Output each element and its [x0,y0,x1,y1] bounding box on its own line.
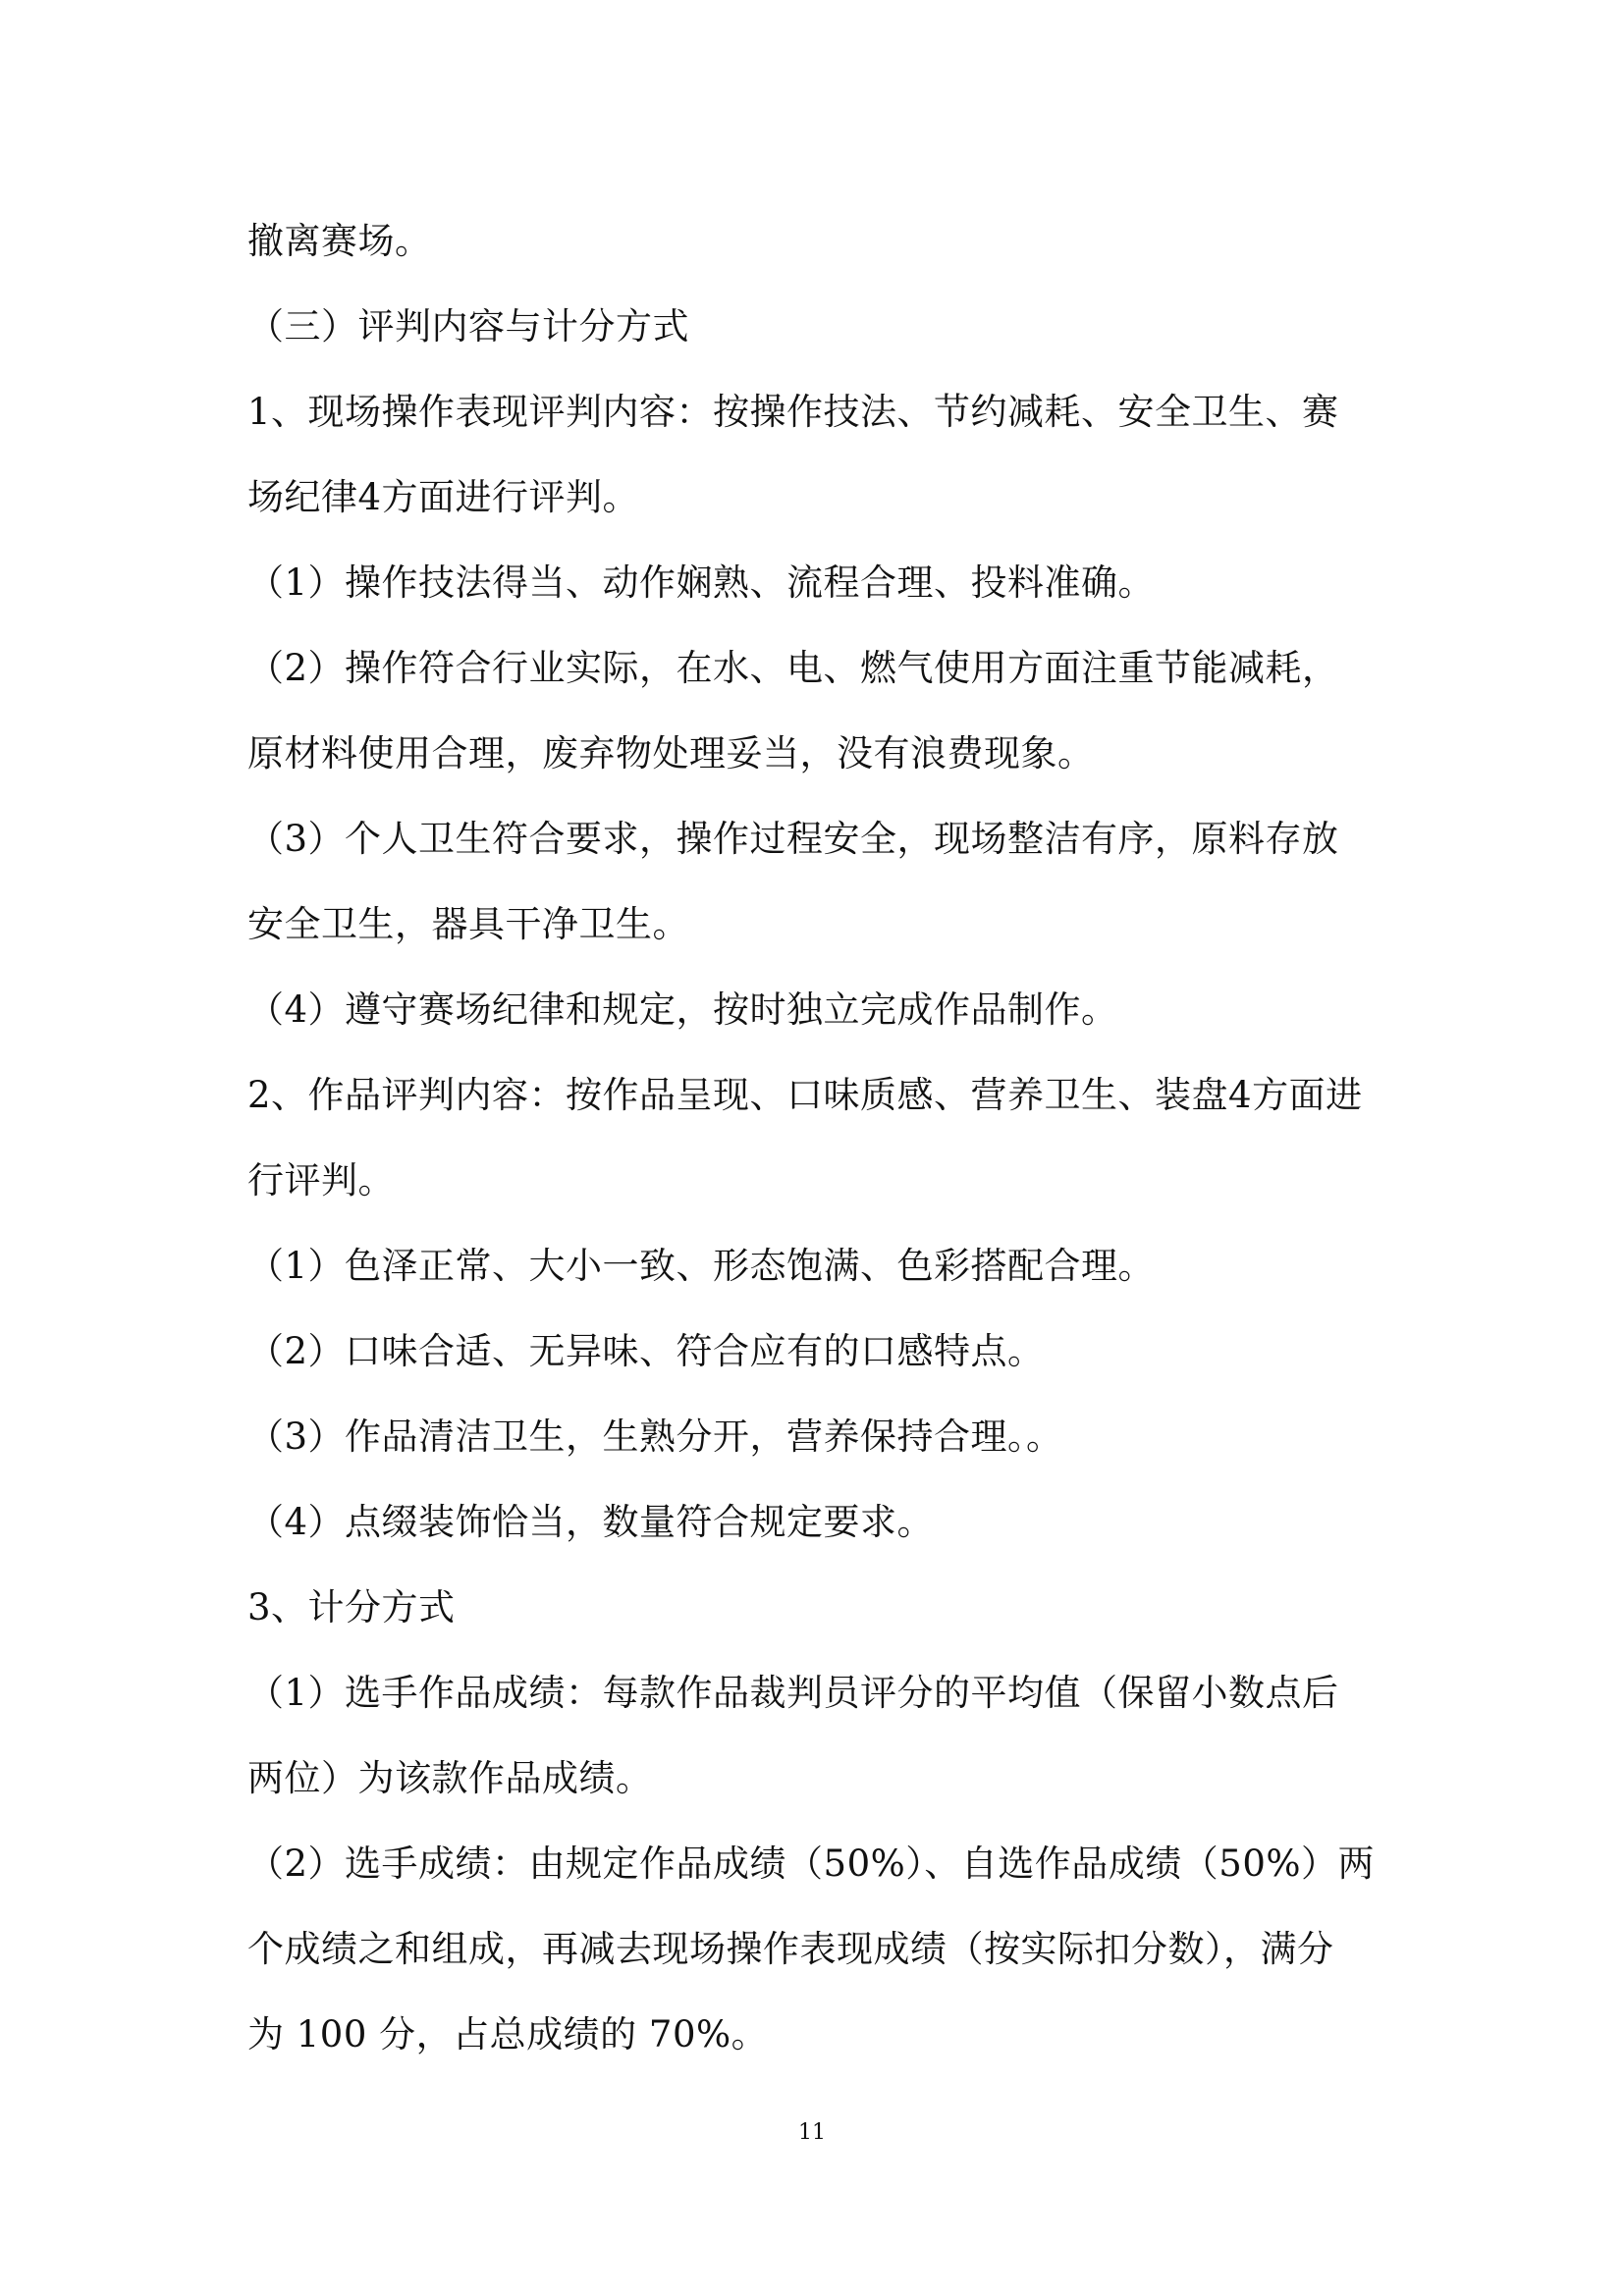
section-heading: （三）评判内容与计分方式 [247,305,689,347]
text-line: 行评判。 [247,1159,395,1201]
text-line: （2）选手成绩：由规定作品成绩（50%）、自选作品成绩（50%）两 [247,1842,1376,1885]
text-line: 为 100 分，占总成绩的 70%。 [247,2013,769,2056]
page-number: 11 [798,2120,826,2145]
text-line: （4）点缀装饰恰当，数量符合规定要求。 [247,1501,935,1543]
text-line: （1）操作技法得当、动作娴熟、流程合理、投料准确。 [247,561,1156,604]
text-line: 2、作品评判内容：按作品呈现、口味质感、营养卫生、装盘4方面进 [247,1074,1363,1116]
text-line: （1）选手作品成绩：每款作品裁判员评分的平均值（保留小数点后 [247,1672,1339,1714]
text-line: （3）作品清洁卫生，生熟分开，营养保持合理。。 [247,1415,1063,1458]
text-line: （4）遵守赛场纪律和规定，按时独立完成作品制作。 [247,988,1118,1031]
text-line: 安全卫生，器具干净卫生。 [247,903,689,945]
text-line: 个成绩之和组成，再减去现场操作表现成绩（按实际扣分数），满分 [247,1928,1334,1970]
text-line: 撤离赛场。 [247,220,432,262]
text-line: （2）口味合适、无异味、符合应有的口感特点。 [247,1330,1045,1372]
text-line: 1、现场操作表现评判内容：按操作技法、节约减耗、安全卫生、赛 [247,391,1339,433]
text-line: 两位）为该款作品成绩。 [247,1757,653,1799]
text-line: 3、计分方式 [247,1586,456,1629]
text-line: （2）操作符合行业实际，在水、电、燃气使用方面注重节能减耗， [247,647,1339,689]
text-line: 场纪律4方面进行评判。 [247,476,640,518]
text-line: （1）色泽正常、大小一致、形态饱满、色彩搭配合理。 [247,1245,1156,1287]
text-line: （3）个人卫生符合要求，操作过程安全，现场整洁有序，原料存放 [247,818,1339,860]
text-line: 原材料使用合理，废弃物处理妥当，没有浪费现象。 [247,732,1095,774]
